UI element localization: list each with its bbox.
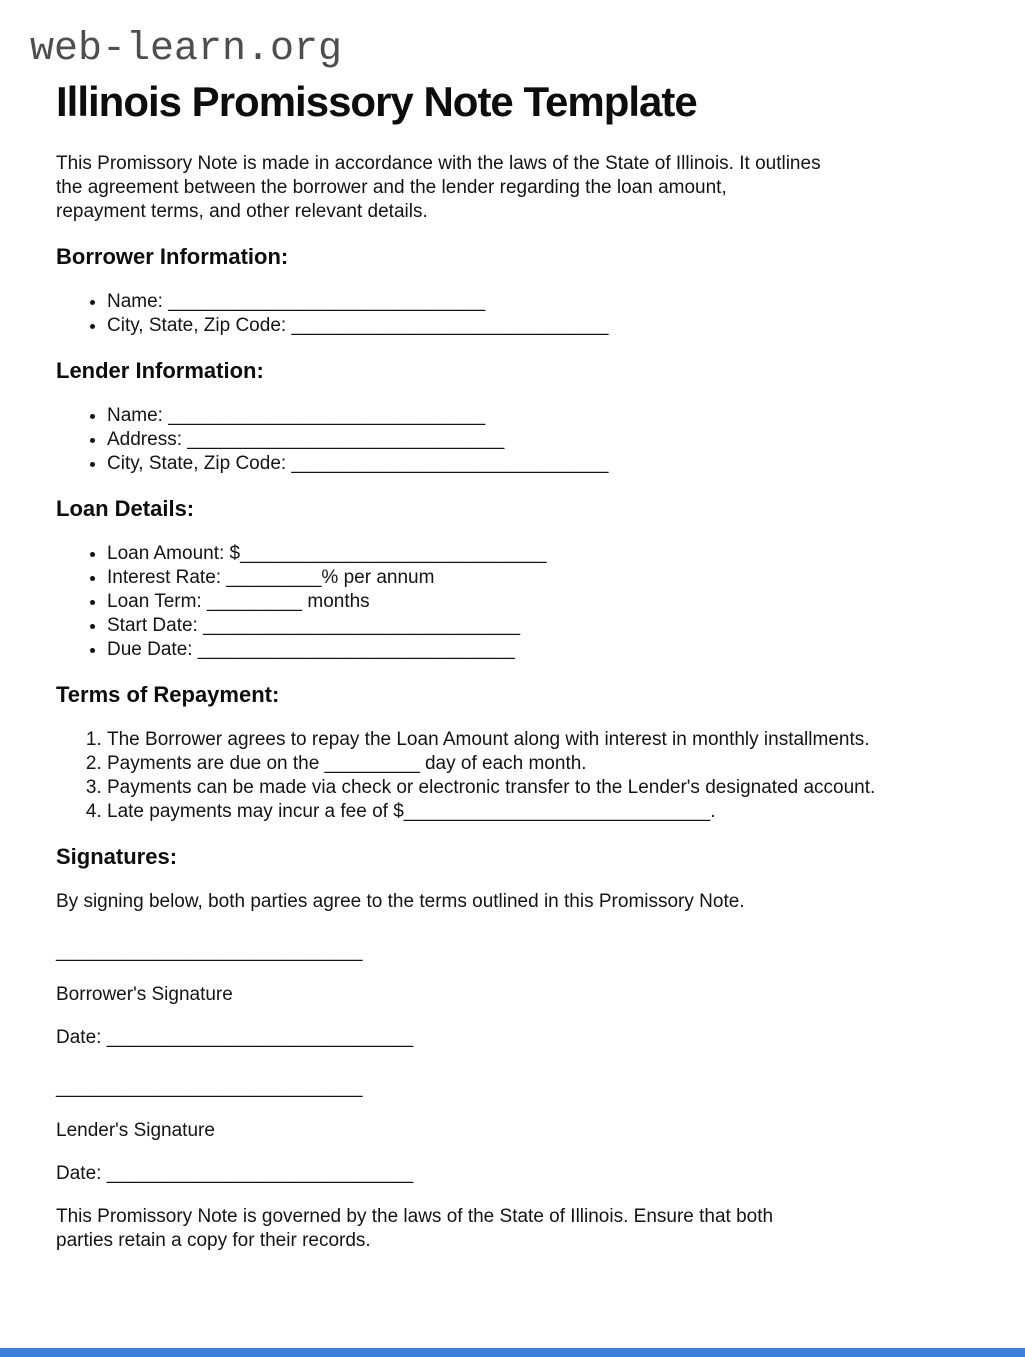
loan-details-list — [56, 542, 907, 662]
section-heading-borrower-information: Borrower Information: — [56, 244, 289, 269]
text-line: parties retain a copy for their records. — [56, 1230, 371, 1251]
term-item: 2. Payments are due on the _________ day of each month. — [107, 752, 907, 776]
text-line: This Promissory Note is governed by the laws of the State of Illinois. Ensure that both — [56, 1206, 774, 1227]
closing-paragraph — [56, 1205, 986, 1253]
borrower-signature-label: Borrower's Signature — [56, 984, 233, 1005]
field-lender-name: • Name: ______________________________ — [107, 404, 907, 428]
section-heading-lender-information: Lender Information: — [56, 358, 264, 383]
lender-signature-label: Lender's Signature — [56, 1120, 215, 1141]
field-lender-address: • Address: ______________________________ — [107, 428, 907, 452]
term-item: 4. Late payments may incur a fee of $_____________________________. — [107, 800, 907, 824]
borrower-fields-list — [56, 290, 907, 338]
section-heading-signatures: Signatures: — [56, 844, 178, 869]
section-heading-terms-of-repayment: Terms of Repayment: — [56, 682, 280, 707]
lender-signature-line: _____________________________ — [56, 1077, 363, 1098]
text-line: This Promissory Note is made in accordance with the laws of the State of Illinois. It outlines — [56, 153, 821, 174]
section-heading-loan-details: Loan Details: — [56, 496, 195, 521]
field-start-date: • Start Date: ______________________________ — [107, 614, 907, 638]
term-item: 1. The Borrower agrees to repay the Loan Amount along with interest in monthly installments. — [107, 728, 907, 752]
field-loan-amount: • Loan Amount: $_____________________________ — [107, 542, 907, 566]
field-loan-term: • Loan Term: _________ months — [107, 590, 907, 614]
field-due-date: • Due Date: ______________________________ — [107, 638, 907, 662]
borrower-signature-date-field: Date: _____________________________ — [56, 1027, 414, 1048]
borrower-signature-line: _____________________________ — [56, 941, 363, 962]
intro-paragraph — [56, 152, 986, 224]
lender-fields-list — [56, 404, 907, 476]
field-lender-city-state-zip: • City, State, Zip Code: ______________________________ — [107, 452, 907, 476]
lender-signature-date-field: Date: _____________________________ — [56, 1163, 414, 1184]
page-title: Illinois Promissory Note Template — [56, 78, 697, 125]
field-borrower-city-state-zip: • City, State, Zip Code: ______________________________ — [107, 314, 907, 338]
signatures-intro: By signing below, both parties agree to the terms outlined in this Promissory Note. — [56, 891, 745, 912]
field-interest-rate: • Interest Rate: _________% per annum — [107, 566, 907, 590]
document-page — [30, 27, 1025, 1253]
field-borrower-name: • Name: ______________________________ — [107, 290, 907, 314]
footer-accent-bar — [0, 1348, 1025, 1357]
repayment-terms-list — [56, 728, 907, 824]
term-item: 3. Payments can be made via check or electronic transfer to the Lender's designated account. — [107, 776, 907, 800]
site-logo: web-learn.org — [30, 27, 343, 72]
text-line: repayment terms, and other relevant details. — [56, 201, 428, 222]
text-line: the agreement between the borrower and the lender regarding the loan amount, — [56, 177, 727, 198]
